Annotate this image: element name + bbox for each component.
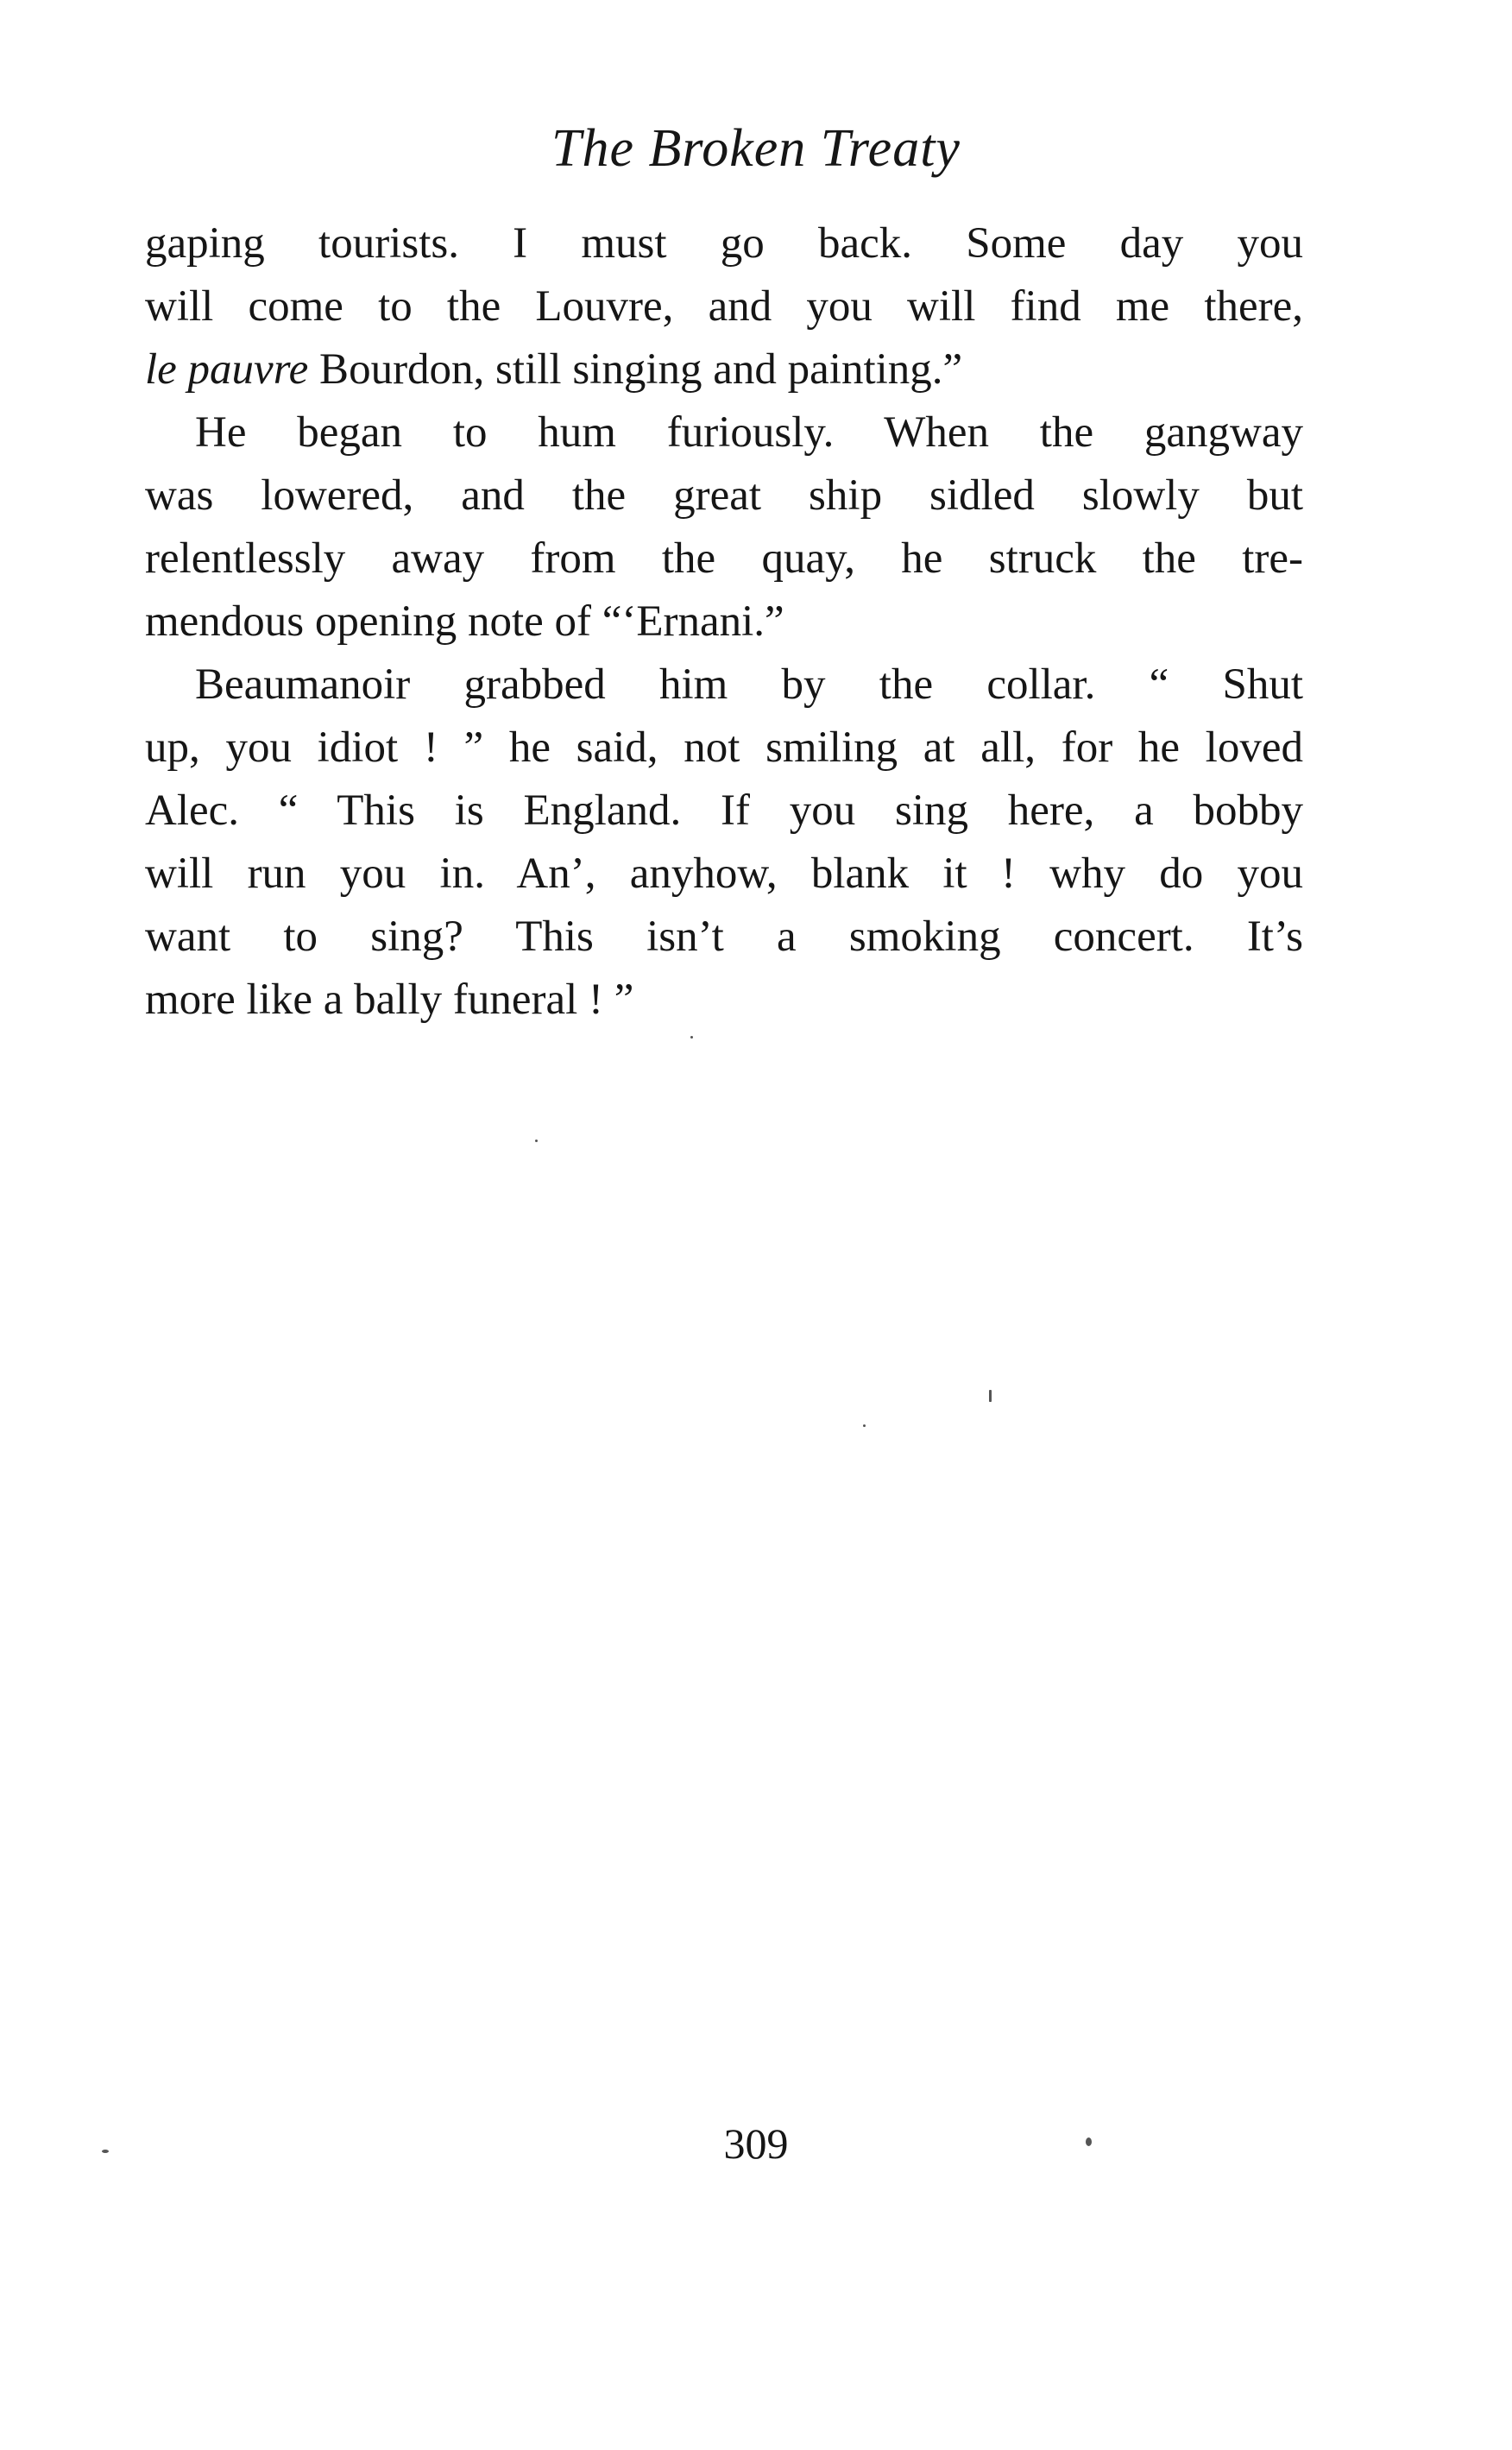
scan-speck (863, 1424, 866, 1427)
text-line: mendous opening note of “‘Ernani.” (145, 597, 784, 646)
body-text (145, 212, 1303, 1032)
text-line-rest: Bourdon, still singing and painting.” (308, 345, 963, 394)
text-line: relentlessly away from the quay, he struck the tre- (145, 534, 1303, 583)
paragraph-start-line: Beaumanoir grabbed him by the collar. “ Shut (195, 660, 1303, 709)
paragraph-start-line: He began to hum furiously. When the gangway (195, 408, 1303, 457)
scan-speck (1086, 2137, 1092, 2146)
text-line: will run you in. An’, anyhow, blank it ! why do you (145, 849, 1303, 898)
italic-phrase: le pauvre (145, 345, 309, 394)
text-line: will come to the Louvre, and you will find me there, (145, 282, 1303, 331)
text-line: more like a bally funeral ! ” (145, 976, 634, 1024)
text-line: up, you idiot ! ” he said, not smiling at all, for he loved (145, 723, 1303, 772)
scan-speck (989, 1390, 992, 1402)
scan-speck (535, 1140, 538, 1142)
text-line: Alec. “ This is England. If you sing here, a bobby (145, 786, 1303, 835)
page-number: 309 (723, 2119, 789, 2168)
scan-speck (102, 2150, 109, 2153)
running-head: The Broken Treaty (551, 119, 961, 178)
scan-speck (690, 1036, 693, 1039)
text-line: was lowered, and the great ship sidled slowly but (145, 471, 1303, 520)
text-line: want to sing? This isn’t a smoking concert. It’s (145, 912, 1303, 961)
text-line (145, 338, 1303, 401)
text-line: gaping tourists. I must go back. Some day you (145, 219, 1303, 268)
